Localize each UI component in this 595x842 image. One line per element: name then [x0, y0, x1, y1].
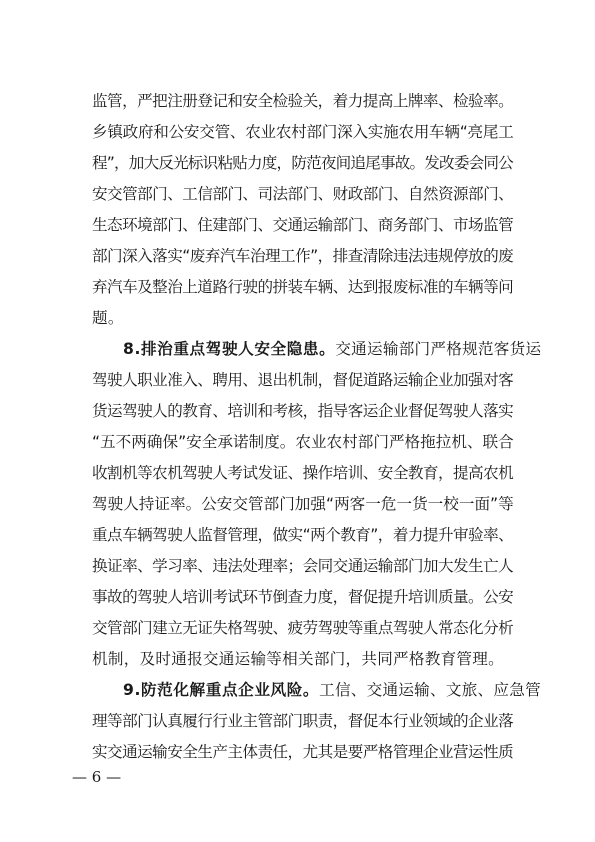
page-number: — 6 — [72, 768, 122, 786]
paragraph-9-first-line [123, 678, 541, 702]
paragraph-8-text: 交通运输部门严格规范客货运 [335, 340, 542, 358]
body-text-line: 货运驾驶人的教育、培训和考核，指导客运企业督促驾驶人落实 [92, 402, 514, 420]
body-text-line: 驾驶人持证率。公安交管部门加强“两客一危一货一校一面”等 [92, 495, 514, 513]
body-text-line: 换证率、学习率、违法处理率；会同交通运输部门加大发生亡人 [92, 557, 514, 575]
body-text-line: 生态环境部门、住建部门、交通运输部门、商务部门、市场监管 [92, 216, 514, 234]
paragraph-8-heading: 8.排治重点驾驶人安全隐患。 [123, 340, 336, 358]
body-text-line: 机制，及时通报交通运输等相关部门，共同严格教育管理。 [92, 650, 504, 668]
paragraph-9-text: 工信、交通运输、文旅、应急管 [319, 681, 541, 699]
body-text-line: 题。 [92, 309, 124, 327]
body-text-line: 安交管部门、工信部门、司法部门、财政部门、自然资源部门、 [92, 185, 514, 203]
body-text-line: 实交通运输安全生产主体责任，尤其是要严格管理企业营运性质 [92, 743, 514, 761]
body-text-line: 收割机等农机驾驶人考试发证、操作培训、安全教育，提高农机 [92, 464, 514, 482]
body-text-line: “五不两确保”安全承诺制度。农业农村部门严格拖拉机、联合 [92, 433, 514, 451]
body-text-line: 驾驶人职业准入、聘用、退出机制，督促道路运输企业加强对客 [92, 371, 514, 389]
body-text-line: 交管部门建立无证失格驾驶、疲劳驾驶等重点驾驶人常态化分析 [92, 619, 514, 637]
body-text-line: 监管，严把注册登记和安全检验关，着力提高上牌率、检验率。 [92, 92, 514, 110]
paragraph-8-first-line [123, 337, 542, 361]
body-text-line: 弃汽车及整治上道路行驶的拼装车辆、达到报废标准的车辆等问 [92, 278, 514, 296]
body-text-line: 重点车辆驾驶人监督管理，做实“两个教育”，着力提升审验率、 [92, 526, 514, 544]
body-text-line: 部门深入落实“废弃汽车治理工作”，排查清除违法违规停放的废 [92, 247, 514, 265]
body-text-line: 理等部门认真履行行业主管部门职责，督促本行业领域的企业落 [92, 712, 514, 730]
paragraph-9-heading: 9.防范化解重点企业风险。 [123, 681, 320, 699]
body-text-line: 程”，加大反光标识粘贴力度，防范夜间追尾事故。发改委会同公 [92, 154, 513, 172]
body-text-line: 乡镇政府和公安交管、农业农村部门深入实施农用车辆“亮尾工 [92, 123, 514, 141]
body-text-line: 事故的驾驶人培训考试环节倒查力度，督促提升培训质量。公安 [92, 588, 514, 606]
